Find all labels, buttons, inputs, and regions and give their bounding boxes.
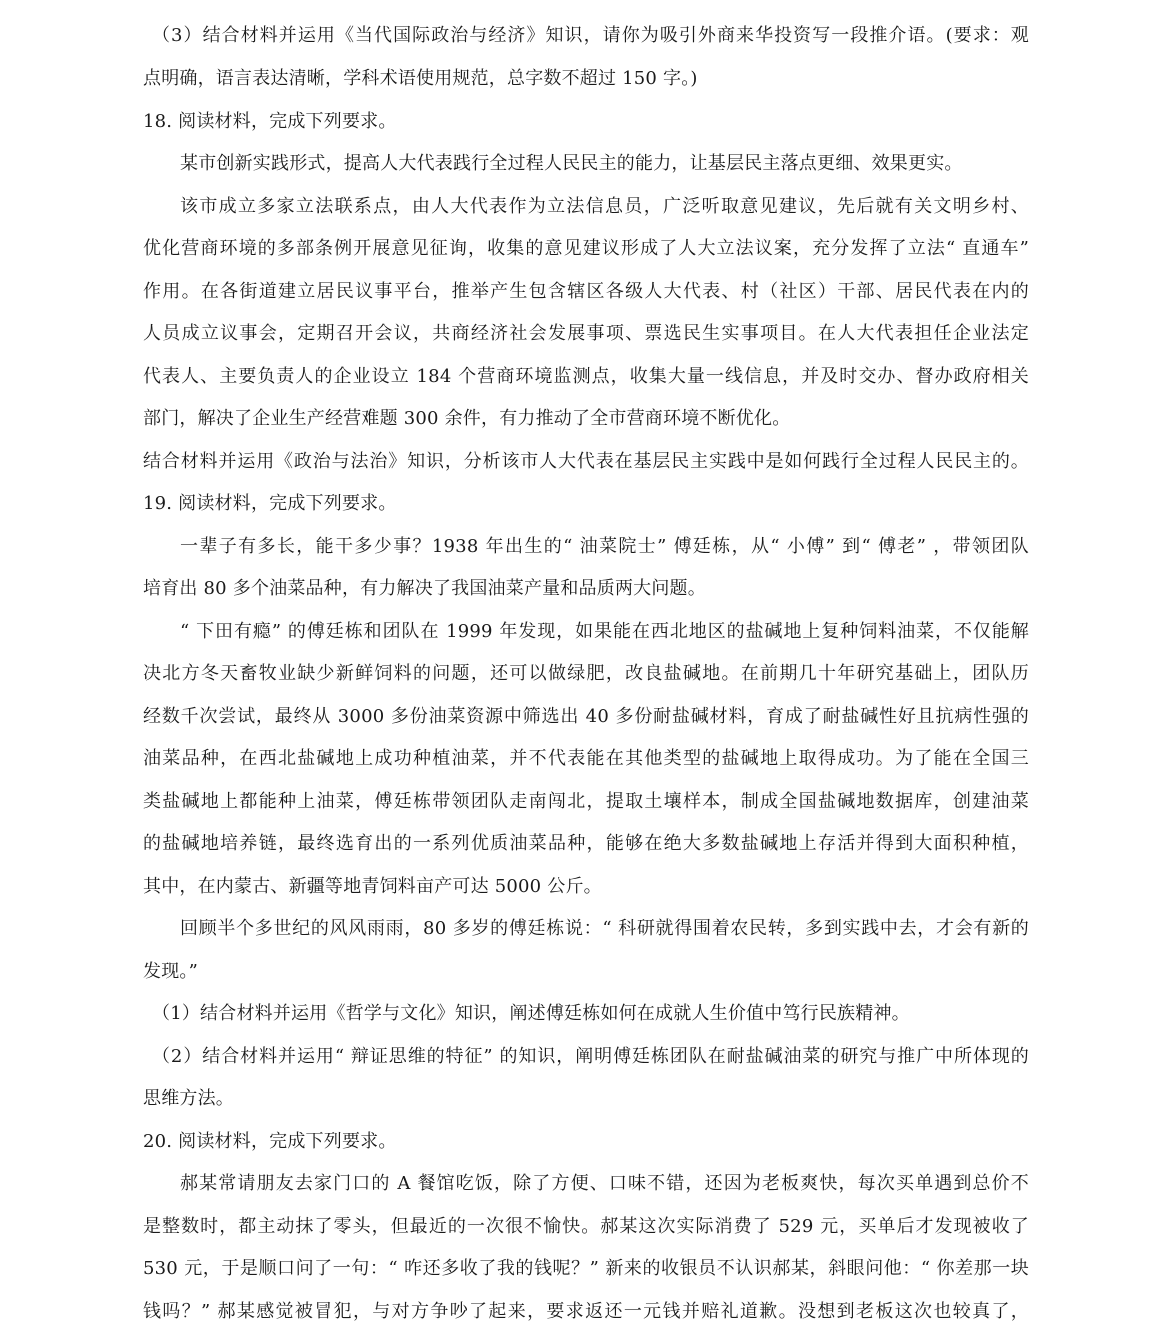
q18-question: 结合材料并运用《政治与法治》知识，分析该市人大代表在基层民主实践中是如何践行全过程人民民主的。 (143, 451, 1029, 472)
q17-part3-prompt-line2: 点明确，语言表达清晰，学科术语使用规范，总字数不超过 150 字。) (143, 68, 698, 89)
q18-material-para-line6: 部门，解决了企业生产经营难题 300 余件，有力推动了全市营商环境不断优化。 (143, 408, 791, 429)
q19-part2-prompt-line2: 思维方法。 (143, 1088, 234, 1109)
q19-material-para3-line2: 发现。” (143, 961, 199, 982)
q19-material-para2-line1: “ 下田有瘾” 的傅廷栋和团队在 1999 年发现，如果能在西北地区的盐碱地上复种饲料油菜，不仅能解 (180, 621, 1029, 642)
q19-material-para2-line7: 其中，在内蒙古、新疆等地青饲料亩产可达 5000 公斤。 (143, 876, 602, 897)
q19-material-para2-line2: 决北方冬天畜牧业缺少新鲜饲料的问题，还可以做绿肥，改良盐碱地。在前期几十年研究基础上，团队历 (143, 663, 1029, 684)
q18-material-para-line2: 优化营商环境的多部条例开展意见征询，收集的意见建议形成了人大立法议案，充分发挥了立法“ 直通车” (143, 238, 1029, 259)
q19-part1-prompt: （1）结合材料并运用《哲学与文化》知识，阐述傅廷栋如何在成就人生价值中笃行民族精神。 (152, 1003, 910, 1024)
q20-material-line1: 郝某常请朋友去家门口的 A 餐馆吃饭，除了方便、口味不错，还因为老板爽快，每次买单遇到总价不 (180, 1173, 1029, 1194)
q19-material-para3-line1: 回顾半个多世纪的风风雨雨，80 多岁的傅廷栋说：“ 科研就得围着农民转，多到实践中去，才会有新的 (180, 918, 1029, 939)
q19-material-para1-line2: 培育出 80 多个油菜品种，有力解决了我国油菜产量和品质两大问题。 (143, 578, 706, 599)
q18-material-para-line3: 作用。在各街道建立居民议事平台，推举产生包含辖区各级人大代表、村（社区）干部、居民代表在内的 (143, 281, 1029, 302)
q20-material-line2: 是整数时，都主动抹了零头，但最近的一次很不愉快。郝某这次实际消费了 529 元，买单后才发现被收了 (143, 1216, 1029, 1237)
q18-material-para-line1: 该市成立多家立法联系点，由人大代表作为立法信息员，广泛听取意见建议，先后就有关文明乡村、 (180, 196, 1029, 217)
q19-part2-prompt-line1: （2）结合材料并运用“ 辩证思维的特征” 的知识，阐明傅廷栋团队在耐盐碱油菜的研究与推广中所体现的 (152, 1046, 1029, 1067)
q17-part3-prompt-line1: （3）结合材料并运用《当代国际政治与经济》知识，请你为吸引外商来华投资写一段推介语。(要求：观 (152, 25, 1029, 46)
q19-heading: 19. 阅读材料，完成下列要求。 (143, 493, 397, 514)
q18-material-intro: 某市创新实践形式，提高人大代表践行全过程人民民主的能力，让基层民主落点更细、效果更实。 (180, 153, 963, 174)
q19-material-para2-line5: 类盐碱地上都能种上油菜，傅廷栋带领团队走南闯北，提取土壤样本，制成全国盐碱地数据库，创建油菜 (143, 791, 1029, 812)
q18-material-para-line4: 人员成立议事会，定期召开会议，共商经济社会发展事项、票选民生实事项目。在人大代表担任企业法定 (143, 323, 1029, 344)
q19-material-para1-line1: 一辈子有多长，能干多少事？1938 年出生的“ 油菜院士” 傅廷栋，从“ 小傅” 到“ 傅老” ，带领团队 (180, 536, 1029, 557)
q20-heading: 20. 阅读材料，完成下列要求。 (143, 1131, 397, 1152)
q18-heading: 18. 阅读材料，完成下列要求。 (143, 111, 397, 132)
q19-material-para2-line3: 经数千次尝试，最终从 3000 多份油菜资源中筛选出 40 多份耐盐碱材料，育成了耐盐碱性好且抗病性强的 (143, 706, 1029, 727)
q19-material-para2-line4: 油菜品种，在西北盐碱地上成功种植油菜，并不代表能在其他类型的盐碱地上取得成功。为了能在全国三 (143, 748, 1029, 769)
q20-material-line3: 530 元，于是顺口问了一句：“ 咋还多收了我的钱呢？” 新来的收银员不认识郝某，斜眼问他：“ 你差那一块 (143, 1258, 1029, 1279)
q20-material-line4: 钱吗？” 郝某感觉被冒犯，与对方争吵了起来，要求返还一元钱并赔礼道歉。没想到老板这次也较真了， (143, 1301, 1029, 1322)
q19-material-para2-line6: 的盐碱地培养链，最终选育出的一系列优质油菜品种，能够在绝大多数盐碱地上存活并得到大面积种植， (143, 833, 1029, 854)
q18-material-para-line5: 代表人、主要负责人的企业设立 184 个营商环境监测点，收集大量一线信息，并及时交办、督办政府相关 (143, 366, 1029, 387)
